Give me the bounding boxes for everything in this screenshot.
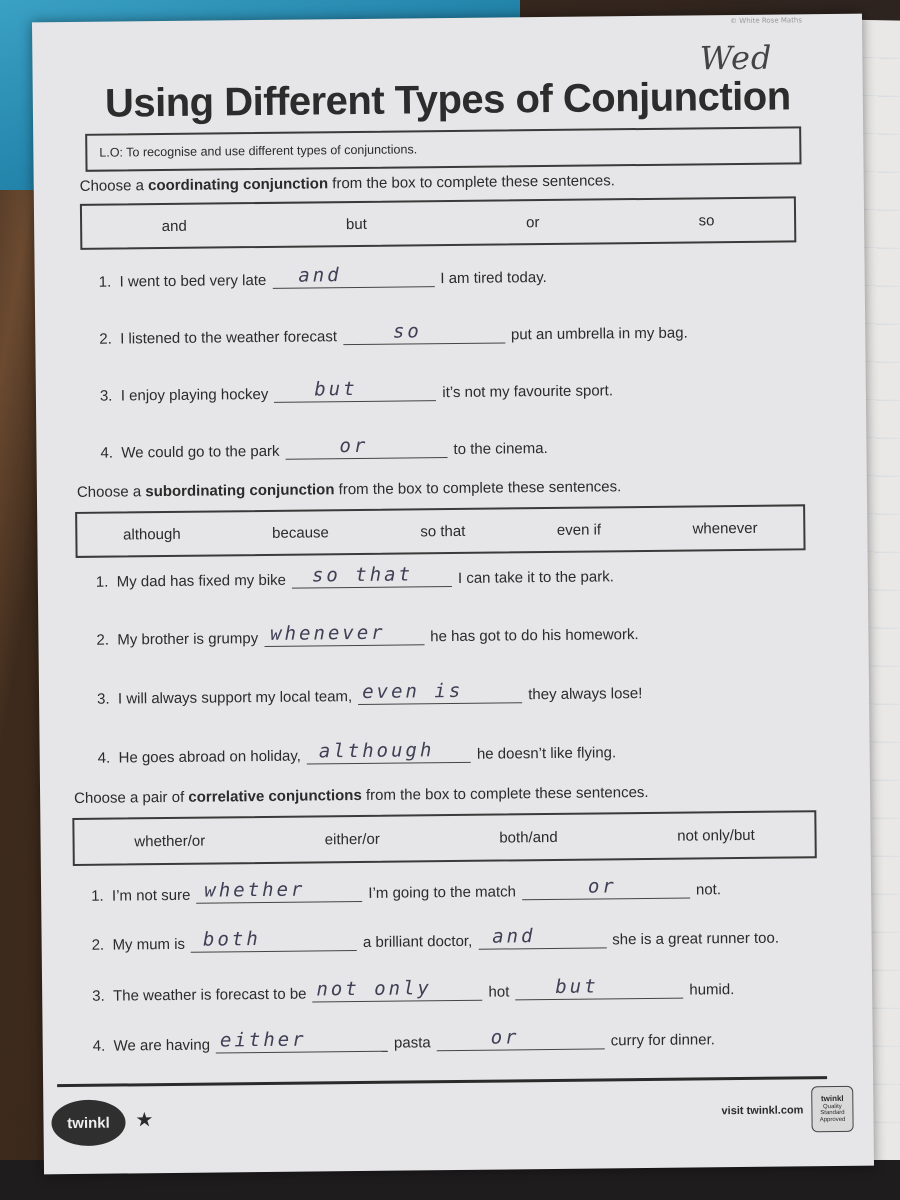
sentence-text: My brother is grumpy [117, 630, 259, 649]
word: whether/or [134, 832, 206, 850]
sentence-text: He goes abroad on holiday, [118, 747, 301, 767]
sentence-number: 1. [91, 887, 104, 905]
twinkl-logo: twinkl [51, 1099, 125, 1146]
learning-objective: L.O: To recognise and use different types of conjunctions. [99, 142, 418, 160]
sentence-text: I’m going to the match [368, 883, 517, 902]
handwritten-answer: and [492, 925, 536, 948]
sentence-number: 2. [99, 330, 112, 348]
handwritten-answer: whenever [270, 621, 386, 645]
sentence-row [99, 265, 547, 291]
sentence-text: not. [695, 881, 722, 899]
sentence-row [93, 1027, 715, 1055]
sentence-text: The weather is forecast to be [112, 985, 307, 1005]
sentence-number: 4. [100, 444, 114, 462]
sentence-text: curry for dinner. [610, 1031, 716, 1050]
handwritten-answer: whether [204, 878, 306, 902]
sentence-number: 3. [99, 387, 113, 405]
sentence-number: 1. [95, 573, 109, 591]
sentence-row [96, 564, 614, 590]
sentence-text: he has got to do his homework. [430, 626, 639, 646]
handwritten-answer: although [318, 739, 435, 763]
sentence-text: she is a great runner too. [612, 929, 780, 949]
handwritten-answer: even is [362, 679, 464, 703]
sentence-text: it’s not my favourite sport. [442, 382, 614, 402]
sentence-row [98, 740, 617, 766]
word: whenever [692, 519, 758, 537]
star-icon: ★ [135, 1107, 154, 1132]
handwritten-answer: not only [316, 977, 433, 1001]
sentence-row [92, 926, 780, 954]
instr-bold: coordinating conjunction [148, 175, 329, 195]
handwritten-answer: either [219, 1028, 307, 1052]
sentence-text: put an umbrella in my bag. [510, 324, 688, 344]
word: not only/but [677, 826, 755, 845]
word: so [698, 211, 715, 229]
answer-blank[interactable] [272, 266, 434, 289]
section2-instruction [77, 478, 622, 501]
sentence-text: I listened to the weather forecast [120, 328, 338, 348]
sentence-row [96, 622, 638, 649]
instr-text: from the box to complete these sentences. [361, 783, 649, 804]
answer-blank[interactable] [437, 1028, 605, 1051]
sentence-text: I enjoy playing hockey [120, 385, 269, 405]
worksheet [32, 14, 874, 1175]
answer-blank[interactable] [274, 377, 436, 403]
sentence-number: 4. [97, 749, 111, 767]
sentence-text: he doesn’t like flying. [476, 744, 617, 763]
badge-text: Quality Standard Approved [819, 1103, 846, 1123]
coordinating-word-box [80, 196, 796, 249]
handwritten-answer: but [314, 377, 358, 401]
answer-blank[interactable] [478, 927, 606, 949]
sentence-text: I will always support my local team, [117, 688, 353, 708]
sentence-row [92, 977, 734, 1005]
word: because [272, 523, 329, 542]
handwritten-answer: and [298, 264, 342, 287]
answer-blank[interactable] [343, 322, 505, 345]
handwritten-answer: so that [311, 563, 414, 587]
section1-instruction [80, 172, 615, 195]
worksheet-title: Using Different Types of Conjunction [104, 74, 791, 126]
correlative-word-box [72, 810, 816, 866]
quality-badge [811, 1086, 853, 1132]
instr-text: Choose a pair of [74, 788, 189, 807]
answer-blank[interactable] [216, 1028, 388, 1054]
sentence-text: to the cinema. [453, 440, 548, 458]
sentence-text: they always lose! [528, 685, 643, 704]
sentence-row [100, 436, 547, 462]
sentence-text: We could go to the park [121, 442, 280, 462]
answer-blank[interactable] [264, 621, 424, 647]
sentence-text: We are having [113, 1036, 211, 1055]
sentence-text: I went to bed very late [119, 271, 267, 291]
word: although [123, 525, 181, 543]
sentence-text: My mum is [112, 935, 186, 954]
subordinating-word-box [75, 504, 805, 558]
sentence-row [100, 378, 613, 404]
answer-blank[interactable] [312, 977, 482, 1003]
sentence-text: hot [488, 983, 510, 1001]
handwritten-answer: both [202, 928, 261, 951]
instr-text: Choose a [79, 177, 149, 195]
sentence-text: a brilliant doctor, [362, 932, 473, 951]
sentence-row [97, 681, 643, 708]
instr-bold: subordinating conjunction [145, 481, 335, 501]
instr-bold: correlative conjunctions [188, 786, 362, 806]
sentence-row [91, 877, 721, 905]
sentence-number: 3. [92, 987, 105, 1005]
visit-link[interactable]: visit twinkl.com [721, 1104, 804, 1118]
instr-text: Choose a [76, 483, 146, 501]
sentence-number: 2. [91, 936, 105, 954]
section3-instruction [74, 784, 649, 807]
answer-blank[interactable] [358, 679, 522, 705]
sentence-text: My dad has fixed my bike [116, 571, 287, 591]
copyright-note: © White Rose Maths [729, 16, 803, 26]
sentence-number: 1. [98, 273, 112, 291]
handwritten-answer: or [339, 434, 369, 458]
handwritten-answer: or [490, 1026, 520, 1049]
word: either/or [324, 830, 380, 848]
instr-text: from the box to complete these sentences. [327, 172, 615, 193]
sentence-text: I’m not sure [111, 886, 191, 905]
sentence-text: pasta [393, 1034, 431, 1052]
handwritten-day: Wed [699, 38, 773, 78]
sentence-number: 2. [96, 631, 110, 649]
sentence-number: 3. [96, 690, 110, 708]
sentence-text: humid. [689, 981, 735, 999]
handwritten-answer: but [555, 975, 599, 998]
word: and [161, 217, 187, 235]
footer-divider [57, 1076, 827, 1087]
badge-brand: twinkl [820, 1093, 844, 1103]
sentence-row [99, 321, 688, 348]
answer-blank[interactable] [191, 930, 357, 953]
learning-objective-box [85, 126, 801, 171]
word: or [525, 213, 540, 231]
sentence-text: I can take it to the park. [457, 568, 614, 587]
answer-blank[interactable] [196, 878, 362, 904]
word: but [345, 215, 367, 233]
answer-blank[interactable] [285, 434, 447, 460]
word: both/and [499, 828, 558, 847]
answer-blank[interactable] [292, 563, 452, 589]
word: so that [420, 522, 466, 540]
answer-blank[interactable] [522, 875, 690, 901]
answer-blank[interactable] [515, 975, 683, 1001]
sentence-text: I am tired today. [440, 269, 547, 288]
instr-text: from the box to complete these sentences. [334, 478, 622, 499]
word: even if [556, 520, 602, 539]
sentence-number: 4. [92, 1037, 106, 1055]
answer-blank[interactable] [307, 739, 471, 765]
handwritten-answer: so [392, 320, 422, 343]
handwritten-answer: or [587, 875, 617, 898]
